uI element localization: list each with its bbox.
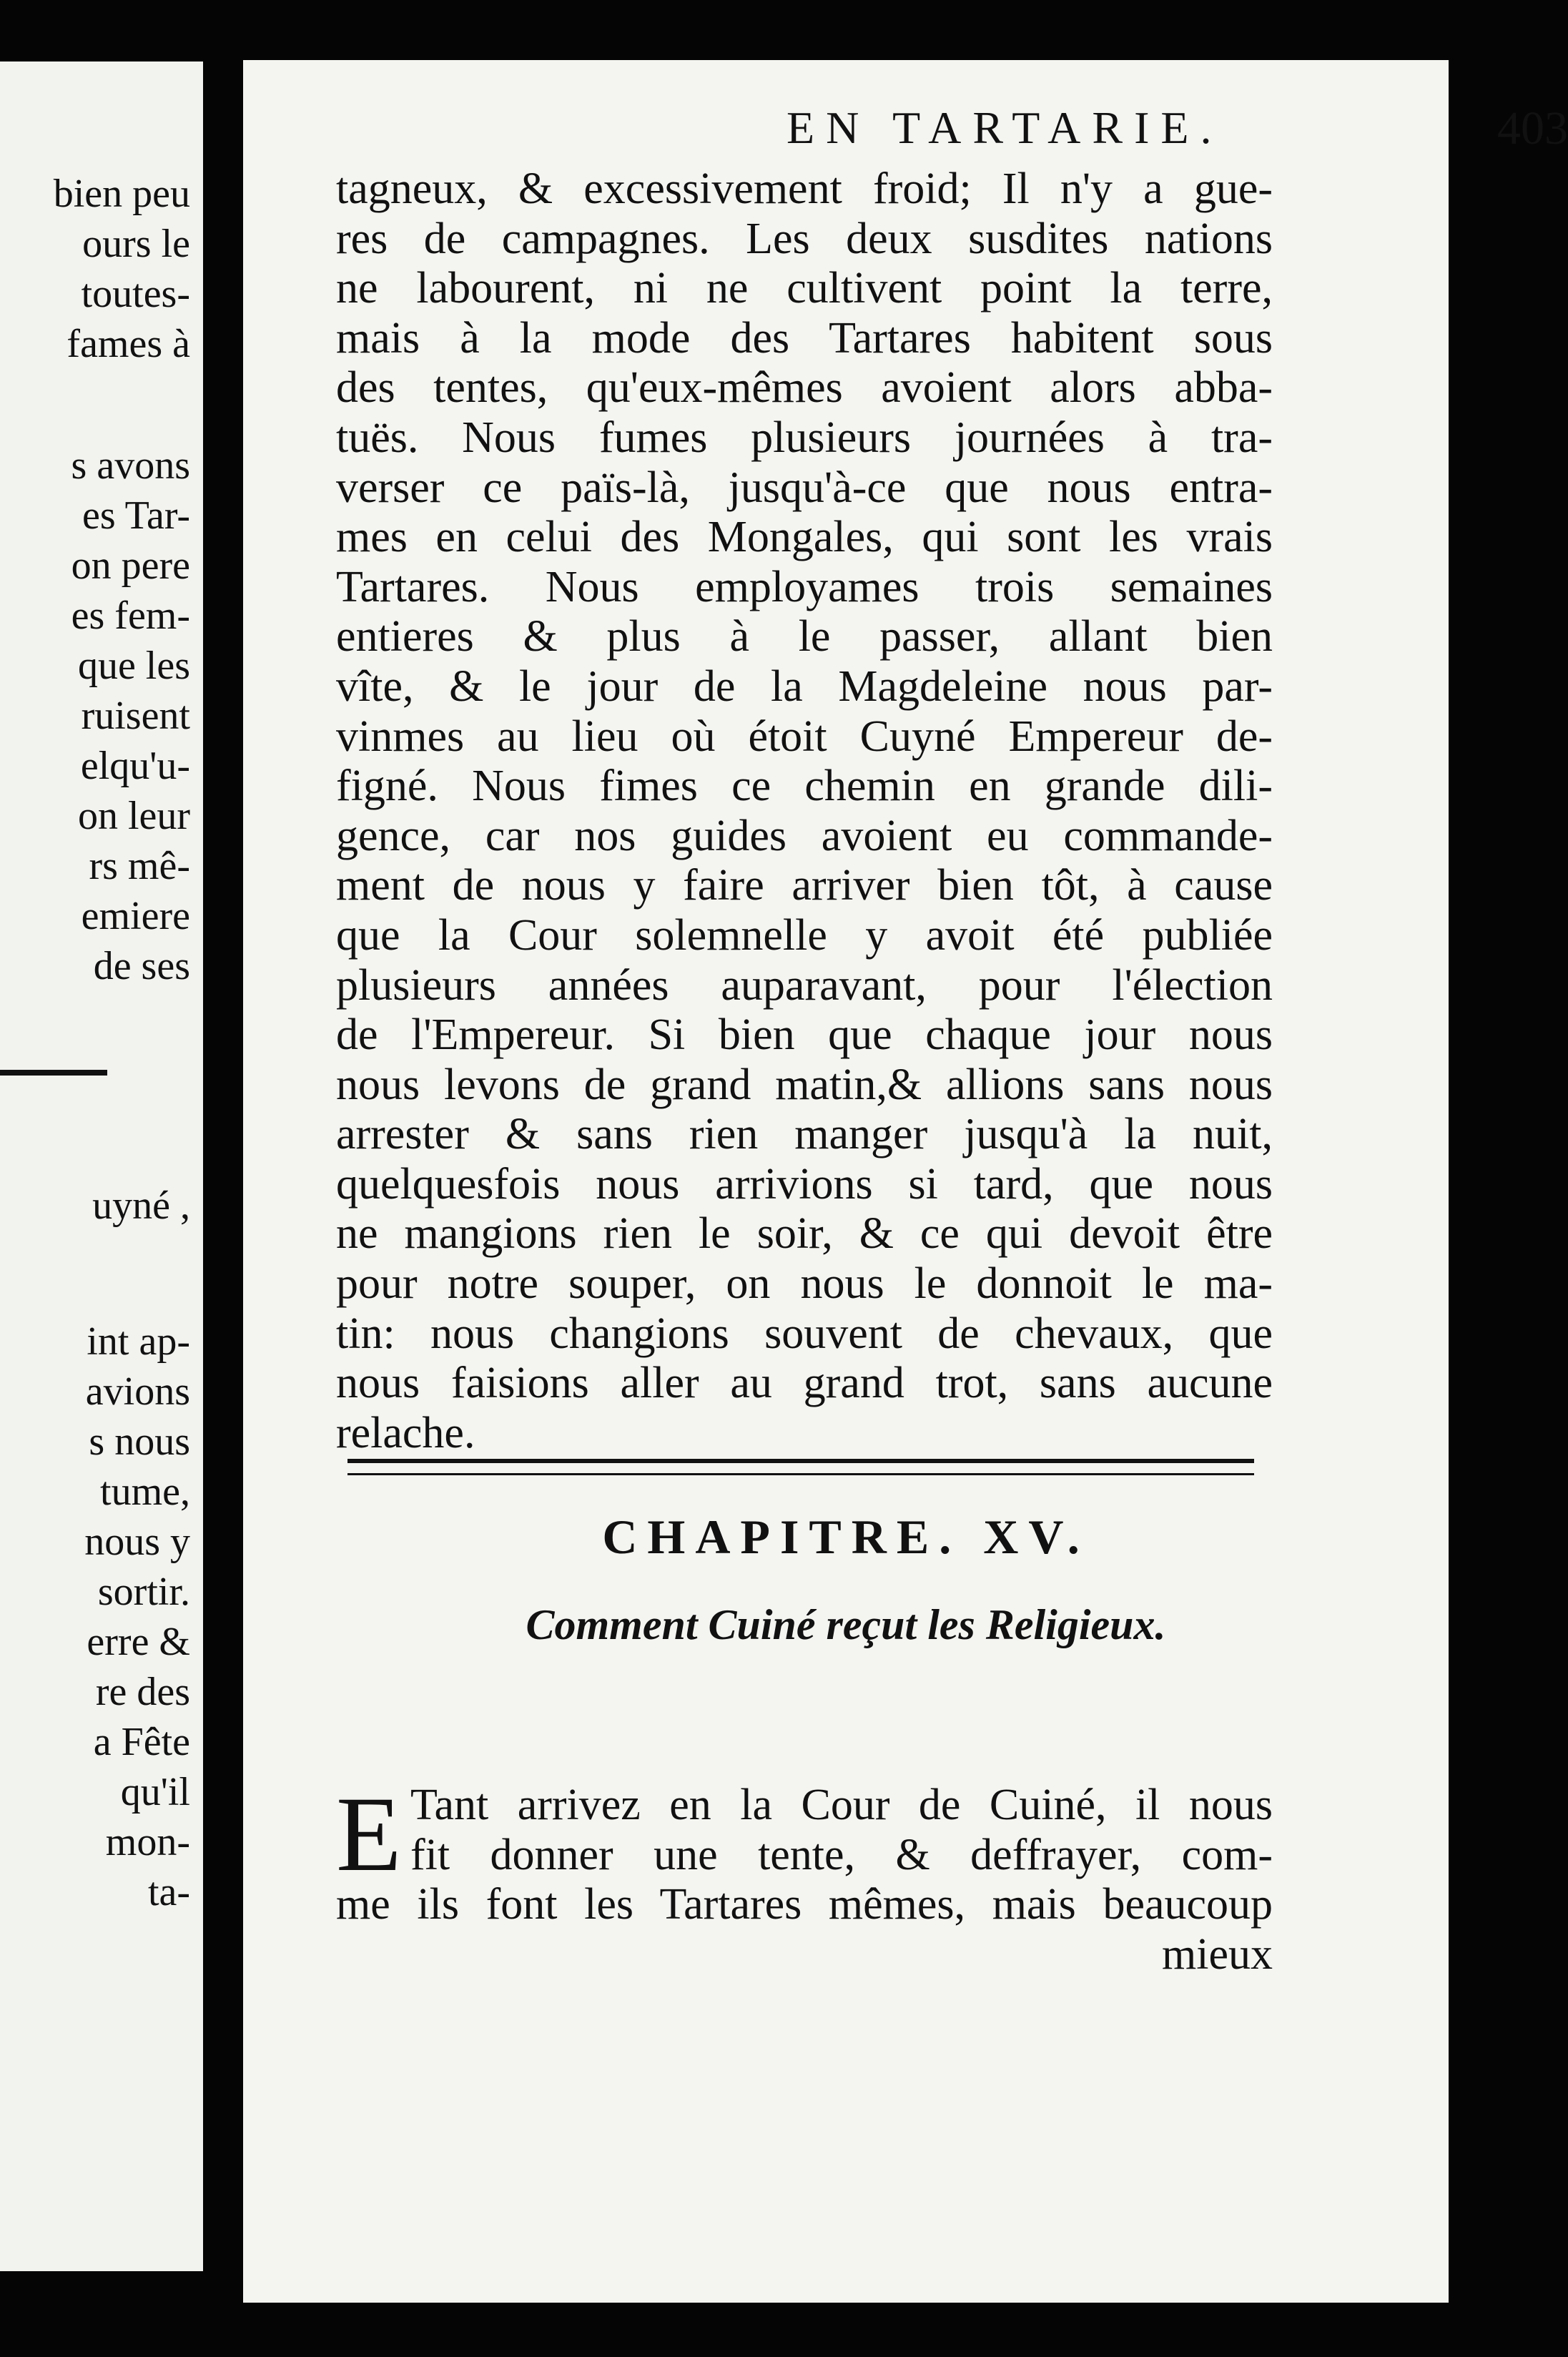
text-line: vinmes au lieu où étoit Cuyné Empereur de- xyxy=(336,712,1273,761)
facing-page-line: bien peu xyxy=(53,172,190,216)
text-line: entieres & plus à le passer, allant bien xyxy=(336,612,1273,661)
facing-page-line: sortir. xyxy=(97,1570,190,1614)
text-line: nous levons de grand matin,& allions sans nous xyxy=(336,1060,1273,1109)
text-line: relache. xyxy=(336,1408,475,1457)
facing-page-line: on pere xyxy=(71,543,190,588)
text-line: mieux xyxy=(1162,1929,1273,1979)
body-text xyxy=(336,164,1273,1458)
facing-page-line: erre & xyxy=(87,1620,190,1664)
text-line: tin: nous changions souvent de chevaux, que xyxy=(336,1309,1273,1358)
text-line: des tentes, qu'eux-mêmes avoient alors abba- xyxy=(336,363,1273,413)
text-line: ne mangions rien le soir, & ce qui devoit être xyxy=(336,1209,1273,1259)
page-number: 403 xyxy=(1497,102,1568,154)
facing-page-line: qu'il xyxy=(120,1770,190,1814)
facing-page-line: toutes- xyxy=(81,272,190,316)
chapter-subtitle: Comment Cuiné reçut les Religieux. xyxy=(526,1601,1166,1648)
text-line: Tant arrivez en la Cour de Cuiné, il nous xyxy=(410,1781,1273,1829)
text-line: figné. Nous fimes ce chemin en grande dili- xyxy=(336,762,1273,811)
running-head-title: EN TARTARIE. xyxy=(787,102,1223,153)
facing-page-line: elqu'u- xyxy=(80,744,190,788)
text-line: verser ce païs-là, jusqu'à-ce que nous entra- xyxy=(336,463,1273,512)
text-line: que la Cour solemnelle y avoit été publiée xyxy=(336,910,1273,960)
text-line: mais à la mode des Tartares habitent sous xyxy=(336,313,1273,363)
facing-page-line: ta- xyxy=(147,1870,190,1914)
text-line: de l'Empereur. Si bien que chaque jour nous xyxy=(336,1010,1273,1060)
facing-page-line: re des xyxy=(95,1670,190,1714)
text-line: plusieurs années auparavant, pour l'élection xyxy=(336,960,1273,1010)
facing-page-line: nous y xyxy=(84,1520,190,1564)
facing-page-line: s avons xyxy=(71,443,190,488)
text-line: tagneux, & excessivement froid; Il n'y a gue- xyxy=(336,164,1273,213)
facing-page-line: ruisent xyxy=(81,694,190,738)
text-line: res de campagnes. Les deux susdites nations xyxy=(336,214,1273,263)
text-line: fit donner une tente, & deffrayer, com- xyxy=(410,1830,1273,1879)
text-line: vîte, & le jour de la Magdeleine nous par- xyxy=(336,661,1273,711)
text-line: mes en celui des Mongales, qui sont les vrais xyxy=(336,513,1273,562)
text-line: quelquesfois nous arrivions si tard, que nous xyxy=(336,1159,1273,1209)
text-line: ment de nous y faire arriver bien tôt, à cause xyxy=(336,861,1273,910)
chapter-heading: CHAPITRE. XV. xyxy=(602,1510,1090,1564)
facing-page-line: on leur xyxy=(77,794,190,838)
facing-page-line: tume, xyxy=(100,1470,190,1514)
facing-page-line: int ap- xyxy=(87,1319,190,1364)
facing-page-line: emiere xyxy=(81,894,190,938)
facing-page-line: que les xyxy=(77,644,190,688)
facing-page-line: es Tar- xyxy=(82,493,190,538)
text-line: gence, car nos guides avoient eu commande- xyxy=(336,811,1273,860)
facing-page-line: rs mê- xyxy=(89,844,190,888)
facing-page-line: uyné , xyxy=(92,1184,190,1228)
facing-page-fragment xyxy=(0,61,203,2271)
facing-page-line: es fem- xyxy=(71,594,190,638)
text-line: Tartares. Nous employames trois semaines xyxy=(336,562,1273,611)
text-line: ne labourent, ni ne cultivent point la terre, xyxy=(336,264,1273,313)
running-head xyxy=(551,102,1568,166)
facing-page-line: avions xyxy=(85,1369,190,1414)
facing-page-line: s nous xyxy=(89,1419,190,1464)
section-rule xyxy=(0,1070,107,1076)
drop-cap: E xyxy=(336,1775,402,1894)
facing-page-line: ours le xyxy=(82,222,190,266)
text-line: nous faisions aller au grand trot, sans aucune xyxy=(336,1359,1273,1408)
facing-page-line: a Fête xyxy=(93,1720,190,1764)
text-line: tuës. Nous fumes plusieurs journées à tra- xyxy=(336,413,1273,462)
text-line: me ils font les Tartares mêmes, mais beaucoup xyxy=(336,1880,1273,1929)
facing-page-line: fames à xyxy=(66,322,190,366)
text-line: arrester & sans rien manger jusqu'à la nuit, xyxy=(336,1110,1273,1159)
text-line: pour notre souper, on nous le donnoit le ma- xyxy=(336,1259,1273,1309)
chapter-divider xyxy=(347,1459,1254,1475)
facing-page-line: mon- xyxy=(105,1820,190,1864)
facing-page-line: de ses xyxy=(93,944,190,988)
